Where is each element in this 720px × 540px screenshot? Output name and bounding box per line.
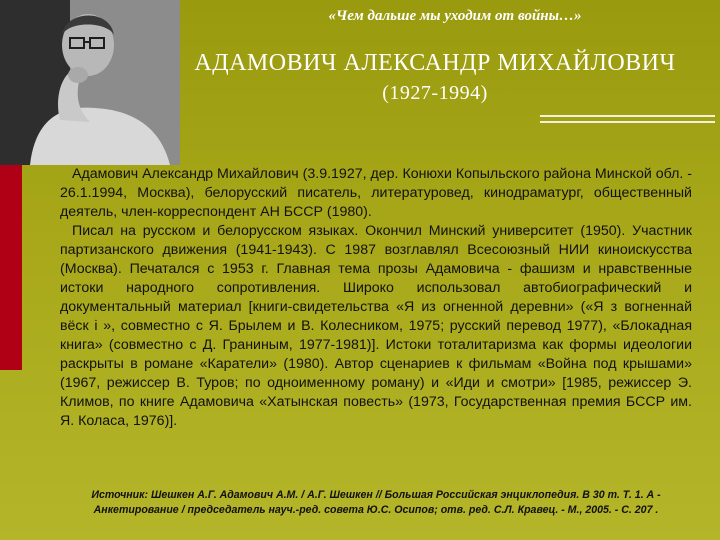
biography-paragraph-1: Адамович Александр Михайлович (3.9.1927, дер. Конюхи Копыльского района Минской обл. - 26.1.1994, Москва), белорусский писатель, литературовед, кинодраматург, общественный деятель, член-корреспондент АН БССР (1980). [60, 166, 692, 220]
epigraph: «Чем дальше мы уходим от войны…» [328, 8, 582, 24]
author-years: (1927-1994) [382, 82, 488, 104]
decorative-lines [540, 115, 715, 127]
deco-line [540, 115, 715, 117]
portrait-photo [0, 0, 180, 165]
author-name: АДАМОВИЧ АЛЕКСАНДР МИХАЙЛОВИЧ [194, 50, 676, 76]
deco-line [540, 121, 715, 123]
biography-text [60, 165, 692, 431]
source-citation: Источник: Шешкен А.Г. Адамович А.М. / А.Г. Шешкен // Большая Российская энциклопедия. В 30 т. Т. 1. А - Анкетирование / председатель науч.-ред. совета Ю.С. Осипов; отв. ред. С.Л. Кравец. - М., 2005. - С. 207 . [91, 489, 661, 516]
page-title [175, 48, 695, 108]
biography-paragraph-2: Писал на русском и белорусском языках. Окончил Минский университет (1950). Участник партизанского движения (1941-1943). С 1987 возглавлял Всесоюзный НИИ киноискусства (Москва). Печатался с 1953 г. Главная тема прозы Адамовича - фашизм и нравственные истоки народного сопротивления. Широко использовал автобиографический и документальный материал [книги-свидетельства «Я из огненной деревни» («Я з вогненнай вёск і », совместно с Я. Брылем и В. Колесником, 1975; русский перевод 1977), «Блокадная книга» (совместно с Д. Граниным, 1977-1981)]. Истоки тоталитаризма как формы идеологии раскрыты в романе «Каратели» (1980). Автор сценариев к фильмам «Война под крышами» (1967, режиссер В. Туров; по одноименному роману) и «Иди и смотри» [1985, режиссер Э. Климов, по книге Адамовича «Хатынская повесть» (1973, Государственная премия БССР им. Я. Коласа, 1976)]. [60, 223, 692, 429]
portrait-illustration [0, 0, 180, 165]
